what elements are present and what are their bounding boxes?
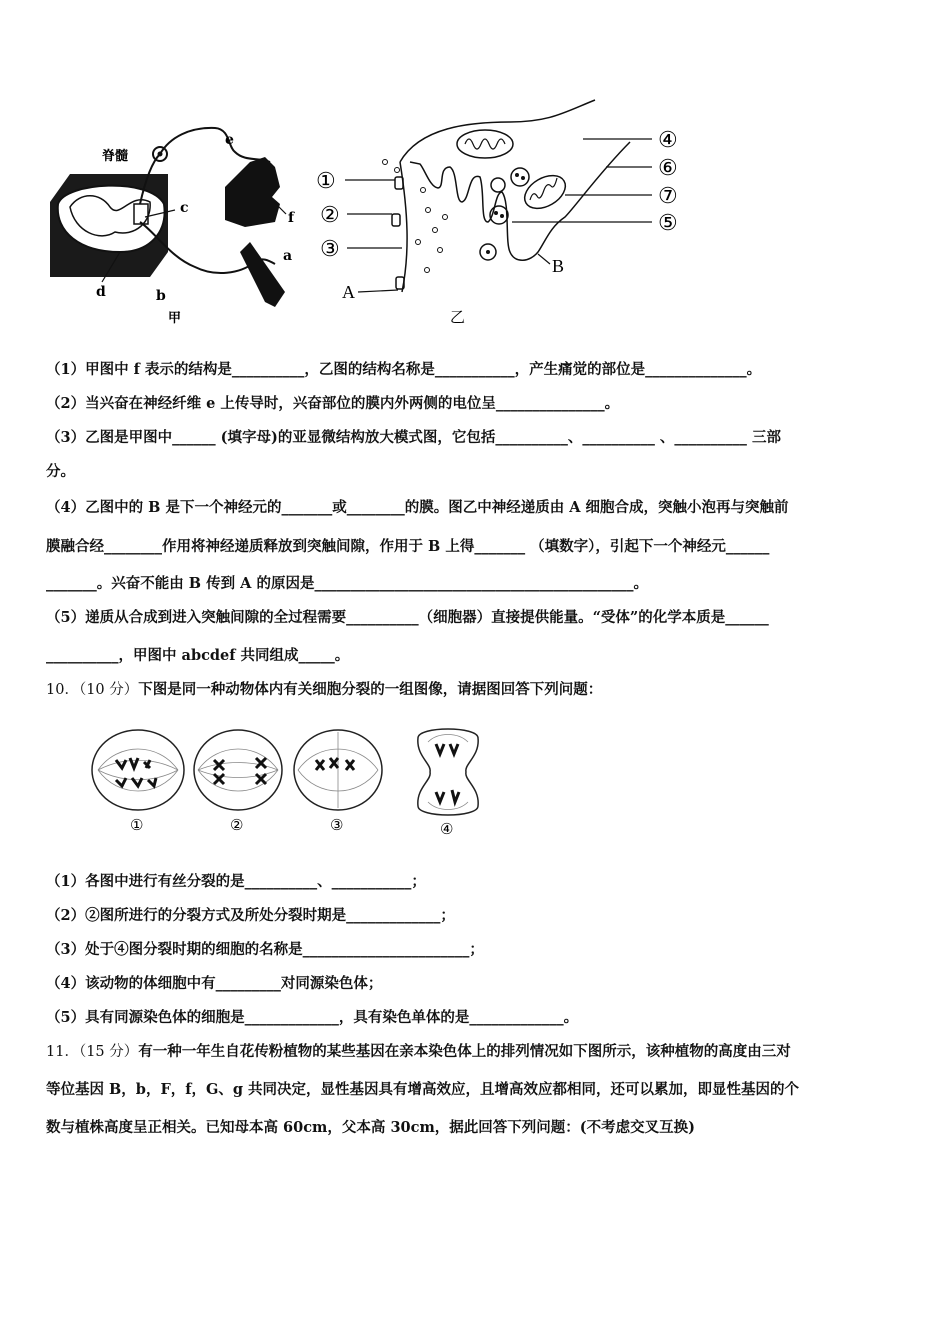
q9-part1: （1）甲图中 f 表示的结构是__________，乙图的结构名称是___________，产生痛觉的部位是______________。 [46,361,762,378]
cell-3 [294,730,382,810]
q11-stem-b: 等位基因 B，b，F，f，G、g 共同决定，显性基因具有增高效应，且增高效应都相同，还可以累加，即显性基因的个 [46,1081,800,1098]
q11-stem-c: 数与植株高度呈正相关。已知母本高 60cm，父本高 30cm，据此回答下列问题：(不考虑交叉互换) [46,1119,696,1136]
cell-division-figure [88,722,488,847]
q10-stem [46,680,602,700]
cell-4 [418,729,478,815]
q9-part3a: （3）乙图是甲图中______ (填字母)的亚显微结构放大模式图，它包括__________、__________ 、__________ 三部 [46,429,781,446]
label-A: A [342,282,355,302]
q9-part3b: 分。 [46,463,75,480]
q9-part4c: _______。兴奋不能由 B 传到 A 的原因是____________________________________________。 [46,575,648,592]
label-4: ④ [658,128,678,153]
label-f: f [288,210,295,226]
label-2: ② [320,203,340,228]
label-e: e [225,132,234,148]
cell-1 [92,730,184,810]
label-1: ① [316,169,336,194]
q11-stem-a-text: 有一种一年生自花传粉植物的某些基因在亲本染色体上的排列情况如下图所示，该种植物的高度由三对 [138,1043,791,1060]
q9-part4a: （4）乙图中的 B 是下一个神经元的_______或________的膜。图乙中神经递质由 A 细胞合成，突触小泡再与突触前 [46,499,789,516]
label-5: ⑤ [658,211,678,236]
caption-yi: 乙 [450,308,466,326]
cell-label-3: ③ [330,816,344,834]
q9-part4b: 膜融合经________作用将神经递质释放到突触间隙，作用于 B 上得_______ （填数字），引起下一个神经元______ [46,538,770,555]
label-6: ⑥ [658,156,678,181]
q10-score: （10 分） [78,682,139,698]
cell-label-1: ① [130,816,144,834]
q11-score: （15 分） [78,1044,139,1060]
q11-number: 11． [46,1044,79,1060]
q10-number: 10． [46,682,79,698]
q10-part3: （3）处于④图分裂时期的细胞的名称是_______________________； [46,941,484,958]
label-7: ⑦ [658,184,678,209]
label-d: d [96,284,106,300]
nerve-figure [40,92,720,332]
label-3: ③ [320,237,340,262]
label-c: c [180,200,189,216]
q9-part5b: __________，甲图中 abcdef 共同组成_____。 [46,647,350,664]
q9-part5a: （5）递质从合成到进入突触间隙的全过程需要__________（细胞器）直接提供能量。“受体”的化学本质是______ [46,609,769,626]
q10-part1: （1）各图中进行有丝分裂的是__________、___________； [46,873,426,890]
synapse-diagram [345,100,652,292]
q9-part2: （2）当兴奋在神经纤维 e 上传导时，兴奋部位的膜内外两侧的电位呈_______________。 [46,395,620,412]
caption-jia: 甲 [168,311,182,326]
q10-part4: （4）该动物的体细胞中有_________对同源染色体； [46,975,383,992]
reflex-arc-diagram [50,128,286,307]
cell-label-4: ④ [440,820,454,838]
spinal-cord-label: 脊髓 [102,149,129,164]
q10-stem-text: 下图是同一种动物体内有关细胞分裂的一组图像，请据图回答下列问题： [138,681,603,698]
label-B: B [552,256,565,276]
q11-stem-a [46,1042,791,1062]
label-a: a [283,248,293,264]
label-b: b [156,288,166,304]
cell-2 [194,730,282,810]
cell-label-2: ② [230,816,244,834]
q10-part2: （2）②图所进行的分裂方式及所处分裂时期是_____________； [46,907,455,924]
q10-part5: （5）具有同源染色体的细胞是_____________，具有染色单体的是_____________。 [46,1009,579,1026]
